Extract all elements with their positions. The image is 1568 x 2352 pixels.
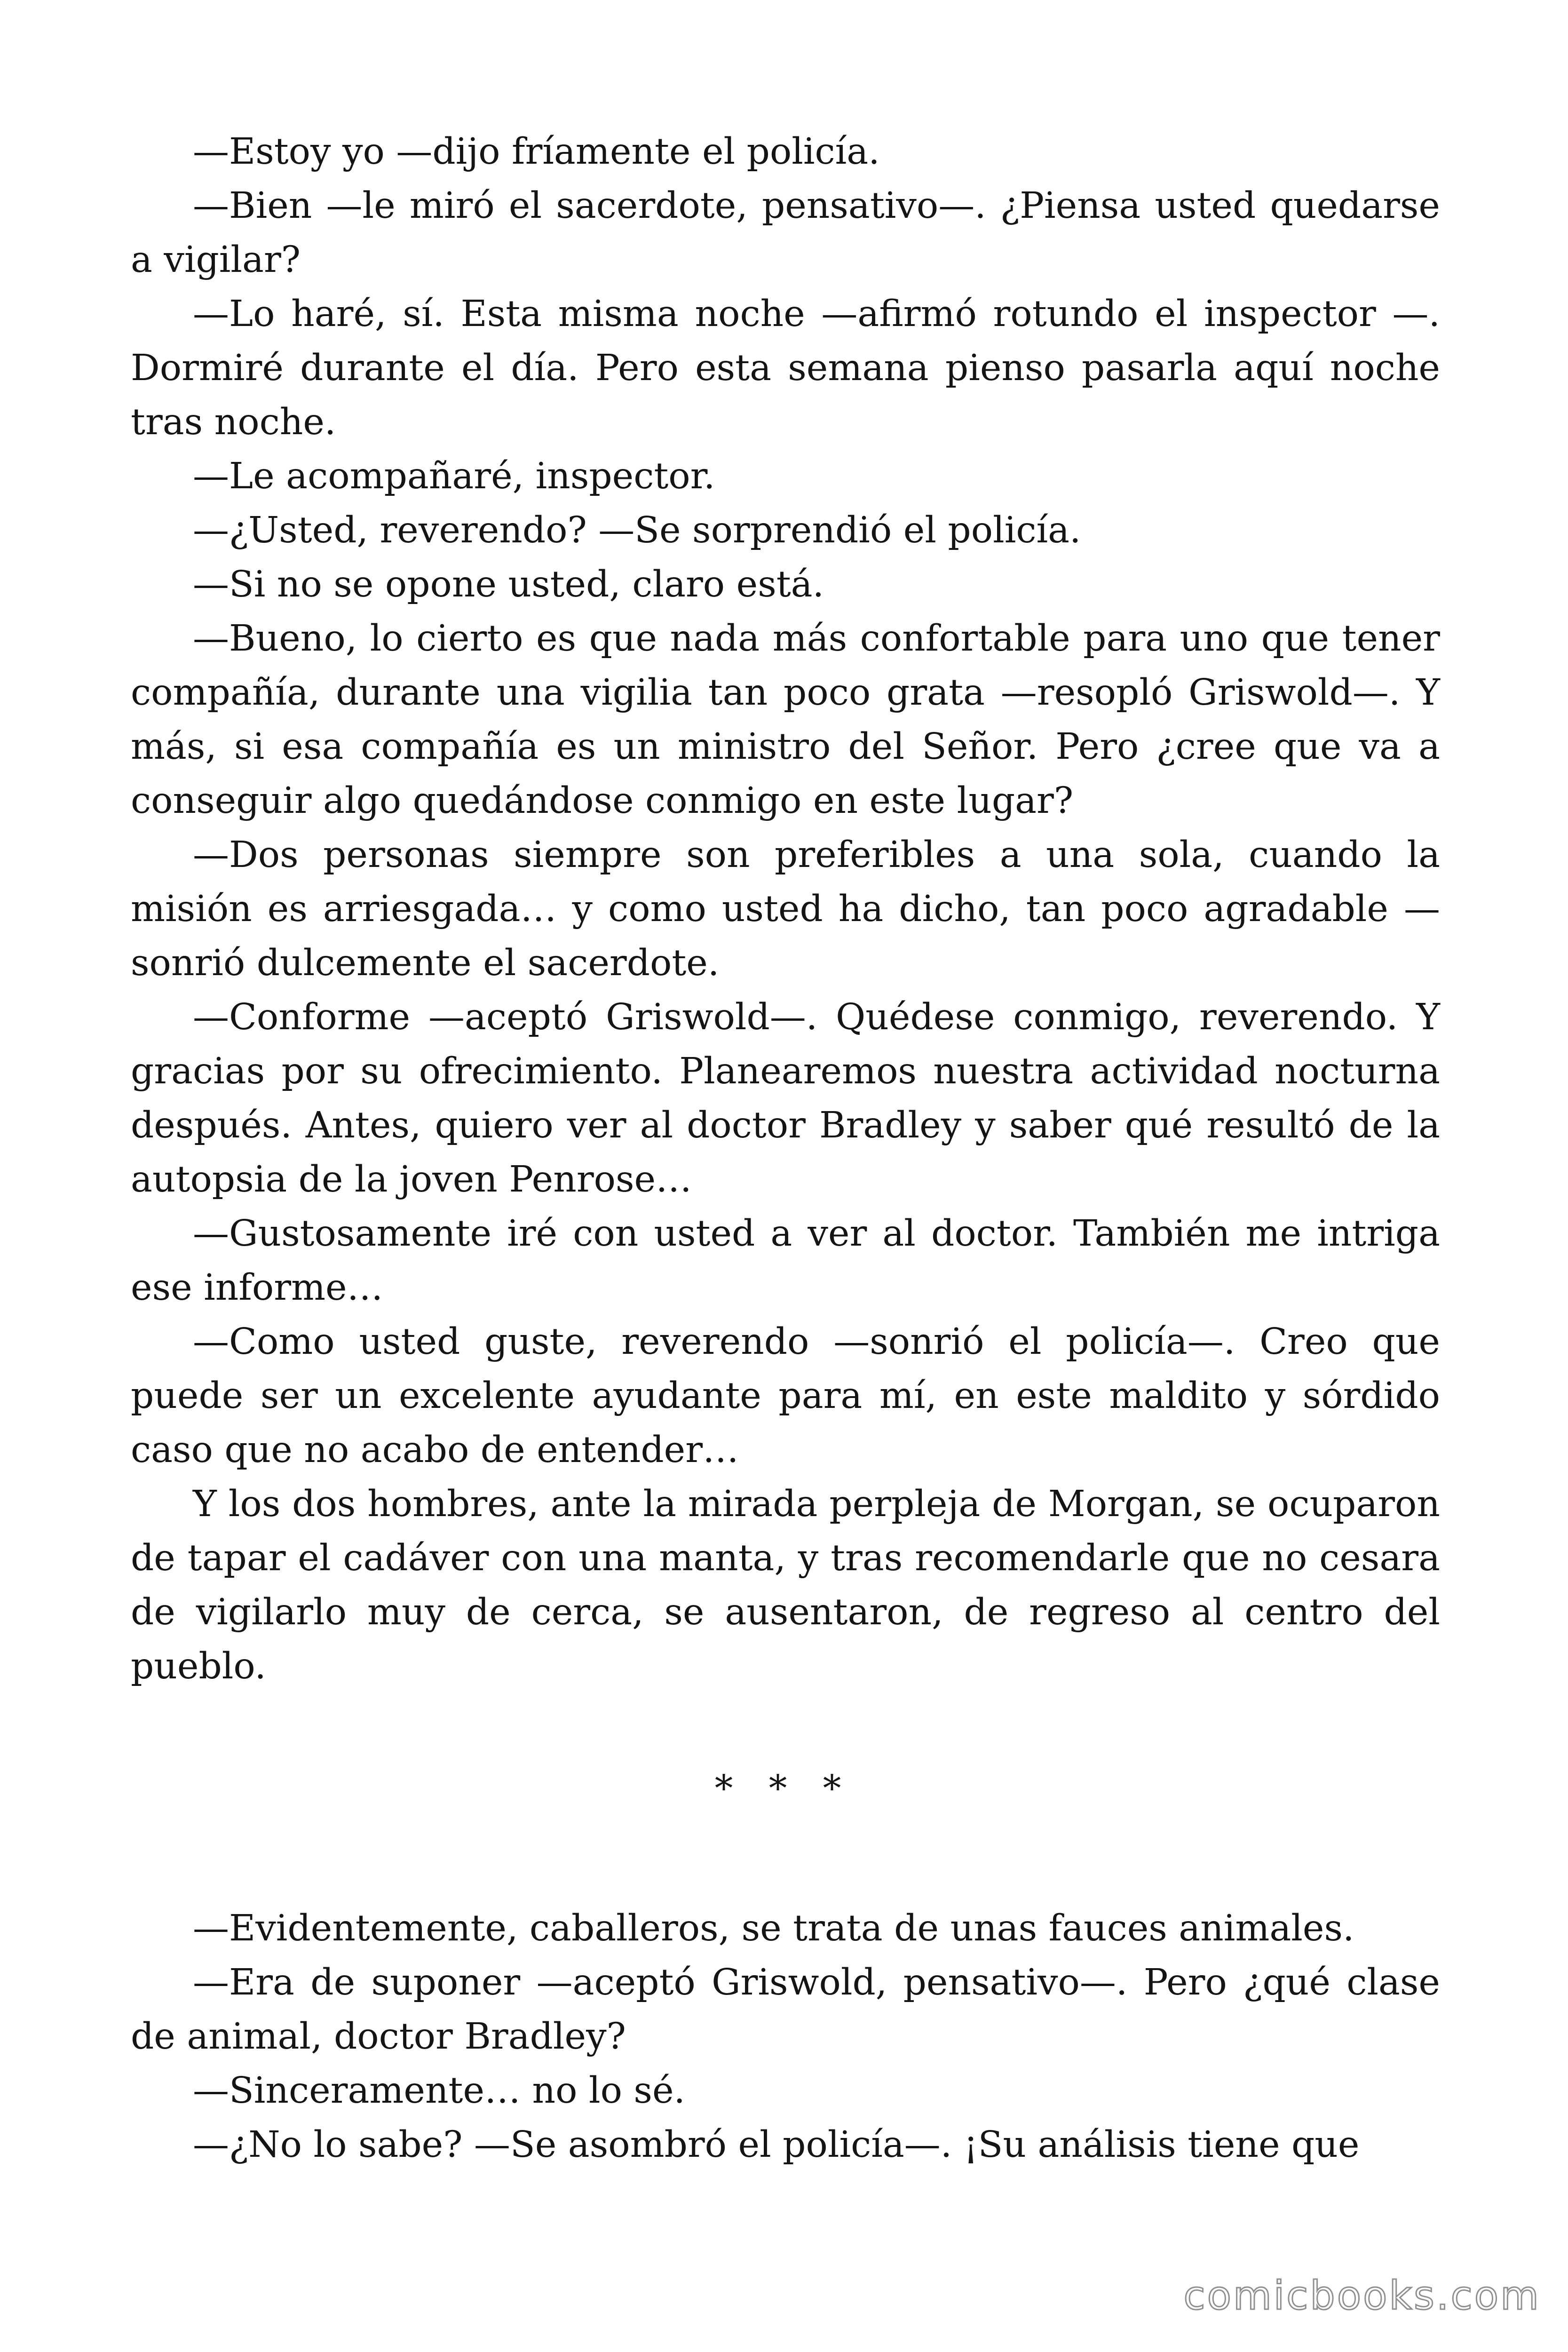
paragraph: —¿Usted, reverendo? —Se sorprendió el policía. — [193, 509, 1081, 551]
paragraph: —Bueno, lo cierto es que nada más confortable para uno que tener compañía, durante una vigilia tan poco grata —resopló Griswold—. Y más, si esa compañía es un ministro del Señor. Pero ¿cree que va a conseguir algo quedándose conmigo en este lugar? — [131, 618, 1440, 822]
paragraph: —Bien —le miró el sacerdote, pensativo—. ¿Piensa usted quedarse a vigilar? — [131, 185, 1440, 281]
text-block-bottom — [131, 1901, 1440, 2172]
scene-break: * * * — [714, 1768, 854, 1810]
text-block-top — [131, 125, 1440, 1693]
paragraph: —Lo haré, sí. Esta misma noche —afirmó rotundo el inspector —. Dormiré durante el día. Pero esta semana pienso pasarla aquí noche tras noche. — [131, 293, 1440, 443]
paragraph: —Como usted guste, reverendo —sonrió el policía—. Creo que puede ser un excelente ayudante para mí, en este maldito y sórdido caso que no acabo de entender… — [131, 1321, 1440, 1471]
paragraph: —Sinceramente… no lo sé. — [193, 2070, 685, 2112]
paragraph: —Evidentemente, caballeros, se trata de unas fauces animales. — [193, 1907, 1354, 1949]
paragraph: —Era de suponer —aceptó Griswold, pensativo—. Pero ¿qué clase de animal, doctor Bradley? — [131, 1962, 1440, 2058]
paragraph: —Conforme —aceptó Griswold—. Quédese conmigo, reverendo. Y gracias por su ofrecimiento. Planearemos nuestra actividad nocturna después. Antes, quiero ver al doctor Bradley y saber qué resultó de la autopsia de la joven Penrose… — [131, 996, 1440, 1200]
paragraph: Y los dos hombres, ante la mirada perpleja de Morgan, se ocuparon de tapar el cadáver con una manta, y tras recomendarle que no cesara de vigilarlo muy de cerca, se ausentaron, de regreso al centro del pueblo. — [131, 1483, 1440, 1687]
watermark: comicbooks.com — [1183, 2273, 1541, 2319]
paragraph: —Le acompañaré, inspector. — [193, 455, 715, 497]
paragraph: —Gustosamente iré con usted a ver al doctor. También me intriga ese informe… — [131, 1213, 1440, 1309]
paragraph: —¿No lo sabe? —Se asombró el policía—. ¡Su análisis tiene que — [193, 2124, 1360, 2166]
paragraph: —Dos personas siempre son preferibles a una sola, cuando la misión es arriesgada… y como usted ha dicho, tan poco agradable —sonrió dulcemente el sacerdote. — [131, 834, 1440, 984]
paragraph: —Si no se opone usted, claro está. — [193, 564, 824, 605]
paragraph: —Estoy yo —dijo fríamente el policía. — [193, 131, 880, 173]
